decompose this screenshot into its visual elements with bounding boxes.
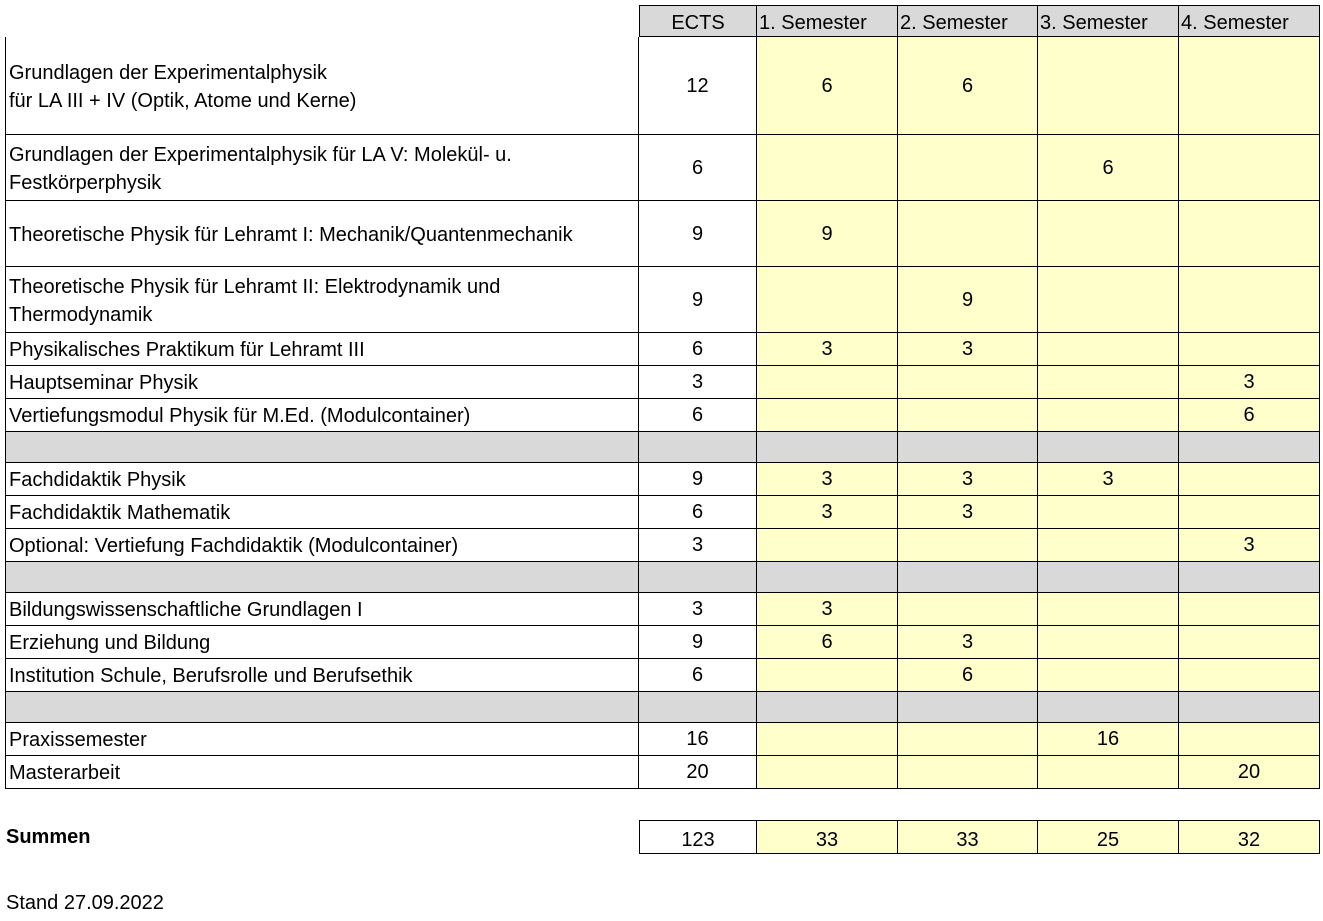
semester-3-ects bbox=[1038, 399, 1179, 432]
totals-ects: 123 bbox=[639, 820, 757, 854]
semester-1-ects: 3 bbox=[757, 496, 898, 529]
semester-3-ects bbox=[1038, 366, 1179, 399]
semester-2-ects bbox=[898, 399, 1038, 432]
semester-4-ects bbox=[1179, 659, 1320, 692]
module-name: Fachdidaktik Physik bbox=[5, 463, 639, 496]
separator-cell bbox=[5, 432, 639, 463]
semester-3-ects bbox=[1038, 333, 1179, 366]
header-semester-2: 2. Semester bbox=[898, 5, 1038, 37]
totals-semester-2: 33 bbox=[898, 820, 1038, 854]
separator-cell bbox=[898, 562, 1038, 593]
separator-cell bbox=[898, 432, 1038, 463]
module-name: Vertiefungsmodul Physik für M.Ed. (Modulcontainer) bbox=[5, 399, 639, 432]
separator-cell bbox=[1038, 432, 1179, 463]
header-ects: ECTS bbox=[639, 5, 757, 37]
module-ects: 6 bbox=[639, 496, 757, 529]
separator-cell bbox=[639, 432, 757, 463]
semester-2-ects: 3 bbox=[898, 333, 1038, 366]
separator-cell bbox=[639, 562, 757, 593]
separator-cell bbox=[757, 432, 898, 463]
separator-cell bbox=[5, 562, 639, 593]
semester-4-ects bbox=[1179, 463, 1320, 496]
separator-cell bbox=[1038, 692, 1179, 723]
totals-semester-3: 25 bbox=[1038, 820, 1179, 854]
separator-cell bbox=[1179, 432, 1320, 463]
totals-label: Summen bbox=[6, 826, 91, 848]
semester-2-ects bbox=[898, 135, 1038, 201]
semester-2-ects bbox=[898, 529, 1038, 562]
semester-3-ects: 6 bbox=[1038, 135, 1179, 201]
semester-3-ects bbox=[1038, 756, 1179, 789]
semester-2-ects: 6 bbox=[898, 659, 1038, 692]
date-stamp: Stand 27.09.2022 bbox=[6, 892, 164, 914]
module-name: Theoretische Physik für Lehramt II: Elektrodynamik und Thermodynamik bbox=[5, 267, 639, 333]
module-name: Institution Schule, Berufsrolle und Berufsethik bbox=[5, 659, 639, 692]
semester-4-ects bbox=[1179, 626, 1320, 659]
module-ects: 9 bbox=[639, 267, 757, 333]
module-name: Optional: Vertiefung Fachdidaktik (Modulcontainer) bbox=[5, 529, 639, 562]
module-ects: 20 bbox=[639, 756, 757, 789]
header-semester-4: 4. Semester bbox=[1179, 5, 1320, 37]
module-ects: 6 bbox=[639, 399, 757, 432]
semester-1-ects: 6 bbox=[757, 37, 898, 135]
semester-1-ects bbox=[757, 529, 898, 562]
module-ects: 3 bbox=[639, 593, 757, 626]
module-name: Theoretische Physik für Lehramt I: Mechanik/Quantenmechanik bbox=[5, 201, 639, 267]
semester-1-ects: 6 bbox=[757, 626, 898, 659]
module-name: Praxissemester bbox=[5, 723, 639, 756]
separator-cell bbox=[757, 692, 898, 723]
semester-2-ects bbox=[898, 723, 1038, 756]
semester-4-ects bbox=[1179, 135, 1320, 201]
module-name: Hauptseminar Physik bbox=[5, 366, 639, 399]
semester-2-ects: 3 bbox=[898, 626, 1038, 659]
semester-1-ects: 3 bbox=[757, 333, 898, 366]
separator-cell bbox=[898, 692, 1038, 723]
module-name: Physikalisches Praktikum für Lehramt III bbox=[5, 333, 639, 366]
semester-2-ects: 3 bbox=[898, 463, 1038, 496]
semester-2-ects: 9 bbox=[898, 267, 1038, 333]
semester-2-ects bbox=[898, 756, 1038, 789]
semester-2-ects bbox=[898, 201, 1038, 267]
separator-cell bbox=[757, 562, 898, 593]
semester-3-ects bbox=[1038, 37, 1179, 135]
semester-4-ects bbox=[1179, 593, 1320, 626]
semester-2-ects: 3 bbox=[898, 496, 1038, 529]
header-semester-1: 1. Semester bbox=[757, 5, 898, 37]
semester-3-ects bbox=[1038, 496, 1179, 529]
separator-cell bbox=[1179, 692, 1320, 723]
semester-4-ects bbox=[1179, 723, 1320, 756]
semester-4-ects bbox=[1179, 37, 1320, 135]
semester-3-ects bbox=[1038, 659, 1179, 692]
totals-semester-4: 32 bbox=[1179, 820, 1320, 854]
module-ects: 6 bbox=[639, 135, 757, 201]
semester-3-ects bbox=[1038, 626, 1179, 659]
separator-cell bbox=[1179, 562, 1320, 593]
module-ects: 9 bbox=[639, 463, 757, 496]
semester-1-ects bbox=[757, 366, 898, 399]
module-name: Grundlagen der Experimentalphysik für LA V: Molekül- u. Festkörperphysik bbox=[5, 135, 639, 201]
semester-1-ects bbox=[757, 723, 898, 756]
semester-3-ects bbox=[1038, 593, 1179, 626]
semester-1-ects bbox=[757, 756, 898, 789]
module-name: Grundlagen der Experimentalphysik für LA III + IV (Optik, Atome und Kerne) bbox=[5, 37, 639, 135]
module-ects: 9 bbox=[639, 626, 757, 659]
semester-3-ects: 3 bbox=[1038, 463, 1179, 496]
semester-4-ects bbox=[1179, 267, 1320, 333]
module-ects: 6 bbox=[639, 659, 757, 692]
semester-1-ects: 9 bbox=[757, 201, 898, 267]
module-ects: 16 bbox=[639, 723, 757, 756]
semester-1-ects: 3 bbox=[757, 593, 898, 626]
semester-4-ects bbox=[1179, 333, 1320, 366]
semester-3-ects: 16 bbox=[1038, 723, 1179, 756]
semester-1-ects bbox=[757, 135, 898, 201]
semester-1-ects: 3 bbox=[757, 463, 898, 496]
module-ects: 9 bbox=[639, 201, 757, 267]
module-ects: 12 bbox=[639, 37, 757, 135]
module-name: Erziehung und Bildung bbox=[5, 626, 639, 659]
header-semester-3: 3. Semester bbox=[1038, 5, 1179, 37]
semester-2-ects: 6 bbox=[898, 37, 1038, 135]
separator-cell bbox=[5, 692, 639, 723]
semester-2-ects bbox=[898, 366, 1038, 399]
separator-cell bbox=[639, 692, 757, 723]
semester-3-ects bbox=[1038, 201, 1179, 267]
separator-cell bbox=[1038, 562, 1179, 593]
semester-1-ects bbox=[757, 399, 898, 432]
semester-3-ects bbox=[1038, 529, 1179, 562]
module-name: Masterarbeit bbox=[5, 756, 639, 789]
module-name: Bildungswissenschaftliche Grundlagen I bbox=[5, 593, 639, 626]
semester-3-ects bbox=[1038, 267, 1179, 333]
semester-1-ects bbox=[757, 659, 898, 692]
semester-4-ects bbox=[1179, 496, 1320, 529]
semester-1-ects bbox=[757, 267, 898, 333]
semester-4-ects bbox=[1179, 201, 1320, 267]
module-ects: 6 bbox=[639, 333, 757, 366]
semester-4-ects: 20 bbox=[1179, 756, 1320, 789]
module-ects: 3 bbox=[639, 366, 757, 399]
semester-4-ects: 3 bbox=[1179, 529, 1320, 562]
totals-semester-1: 33 bbox=[757, 820, 898, 854]
module-ects: 3 bbox=[639, 529, 757, 562]
module-name: Fachdidaktik Mathematik bbox=[5, 496, 639, 529]
semester-4-ects: 3 bbox=[1179, 366, 1320, 399]
semester-4-ects: 6 bbox=[1179, 399, 1320, 432]
semester-2-ects bbox=[898, 593, 1038, 626]
